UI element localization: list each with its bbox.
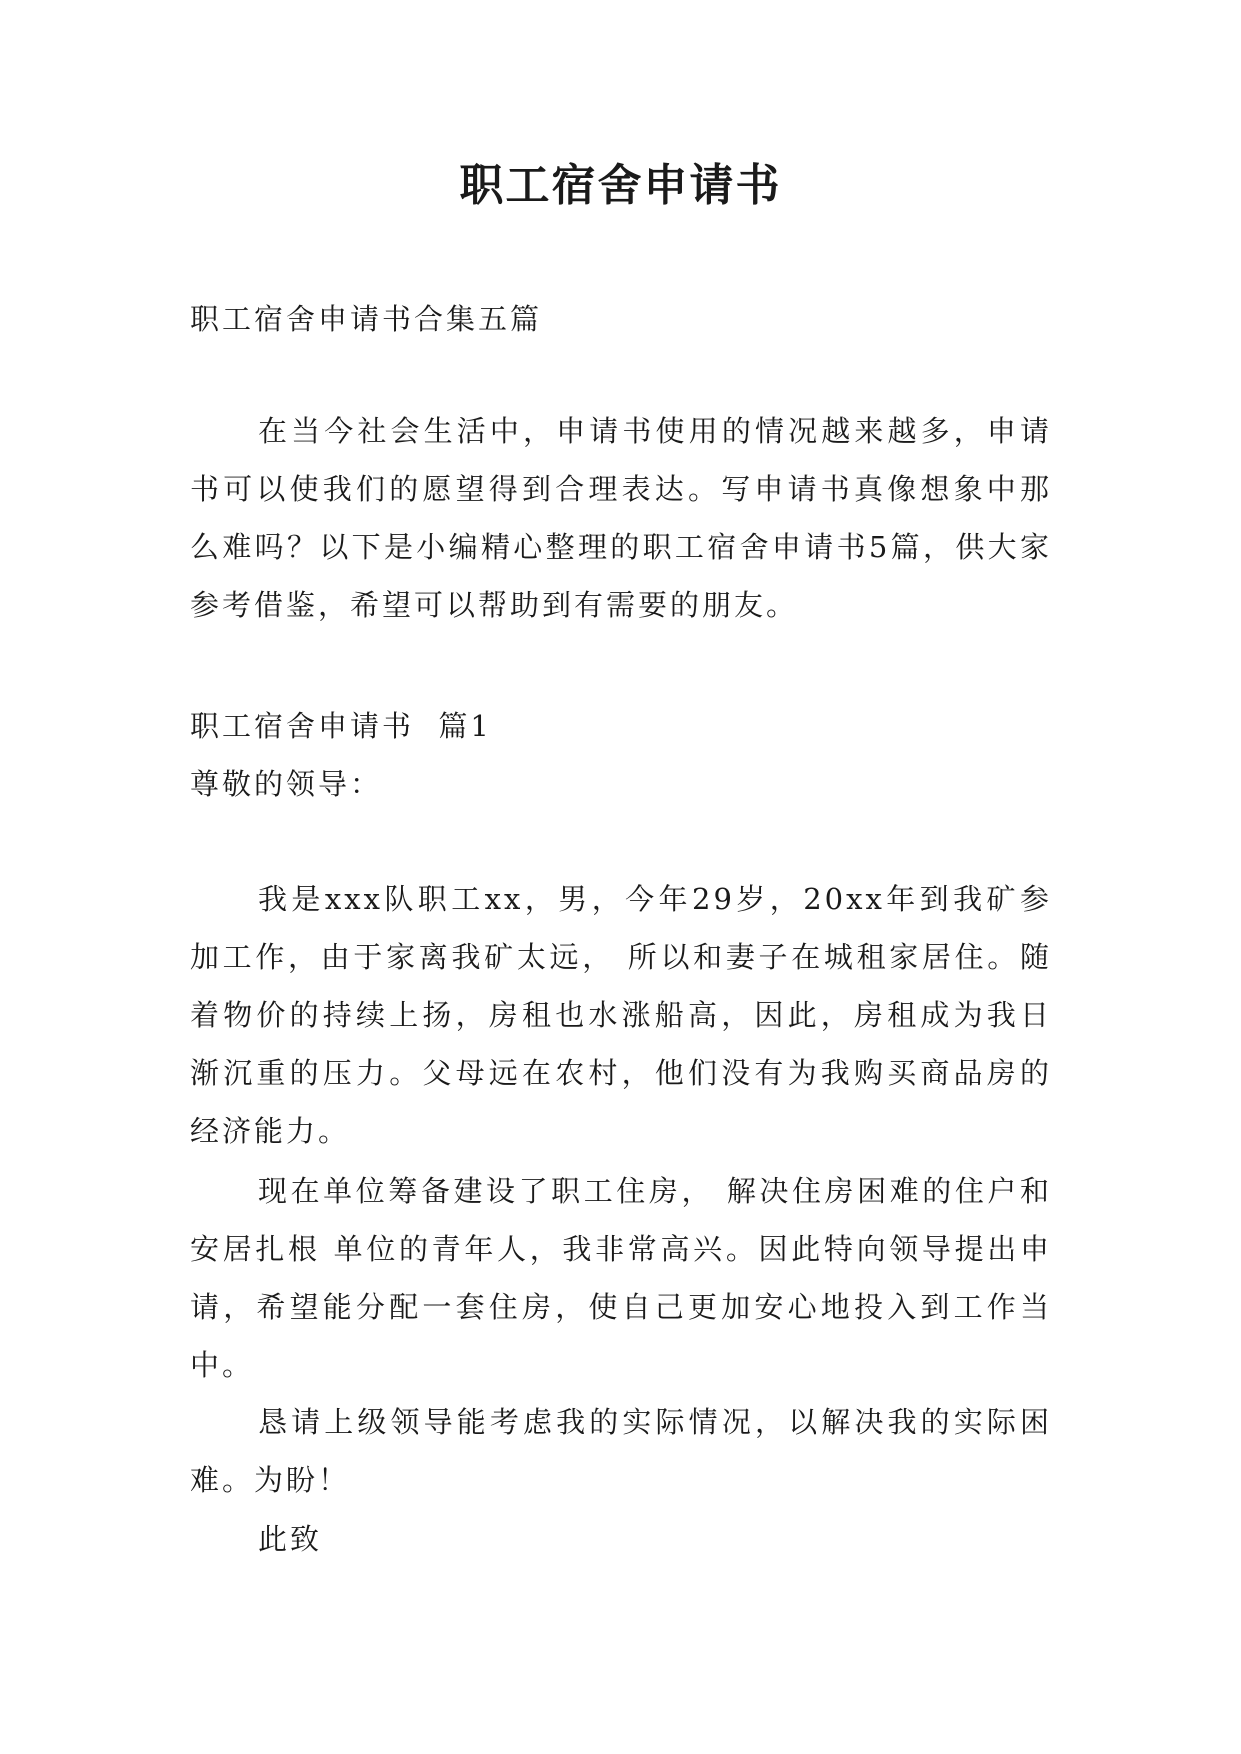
document-subtitle: 职工宿舍申请书合集五篇 [190,302,543,336]
section-heading: 职工宿舍申请书 篇1 [190,709,492,743]
body-paragraph: 我是xxx队职工xx，男，今年29岁，20xx年到我矿参加工作，由于家离我矿太远， 所以和妻子在城租家居住。随着物价的持续上扬，房租也水涨船高，因此，房租成为我日渐沉重的压力。父母远在农村，他们没有为我购买商品房的经济能力。 [190,882,1052,1148]
body-paragraph: 现在单位筹备建设了职工住房， 解决住房困难的住户和安居扎根 单位的青年人，我非常高兴。因此特向领导提出申请，希望能分配一套住房，使自己更加安心地投入到工作当中。 [190,1174,1052,1382]
intro-paragraph: 在当今社会生活中，申请书使用的情况越来越多，申请书可以使我们的愿望得到合理表达。写申请书真像想象中那么难吗？以下是小编精心整理的职工宿舍申请书5篇，供大家参考借鉴，希望可以帮助到有需要的朋友。 [190,414,1052,622]
salutation: 尊敬的领导： [190,767,383,801]
body-paragraph: 恳请上级领导能考虑我的实际情况，以解决我的实际困难。为盼！ [190,1405,1052,1497]
closing-line: 此致 [258,1522,323,1556]
document-title: 职工宿舍申请书 [459,160,782,211]
